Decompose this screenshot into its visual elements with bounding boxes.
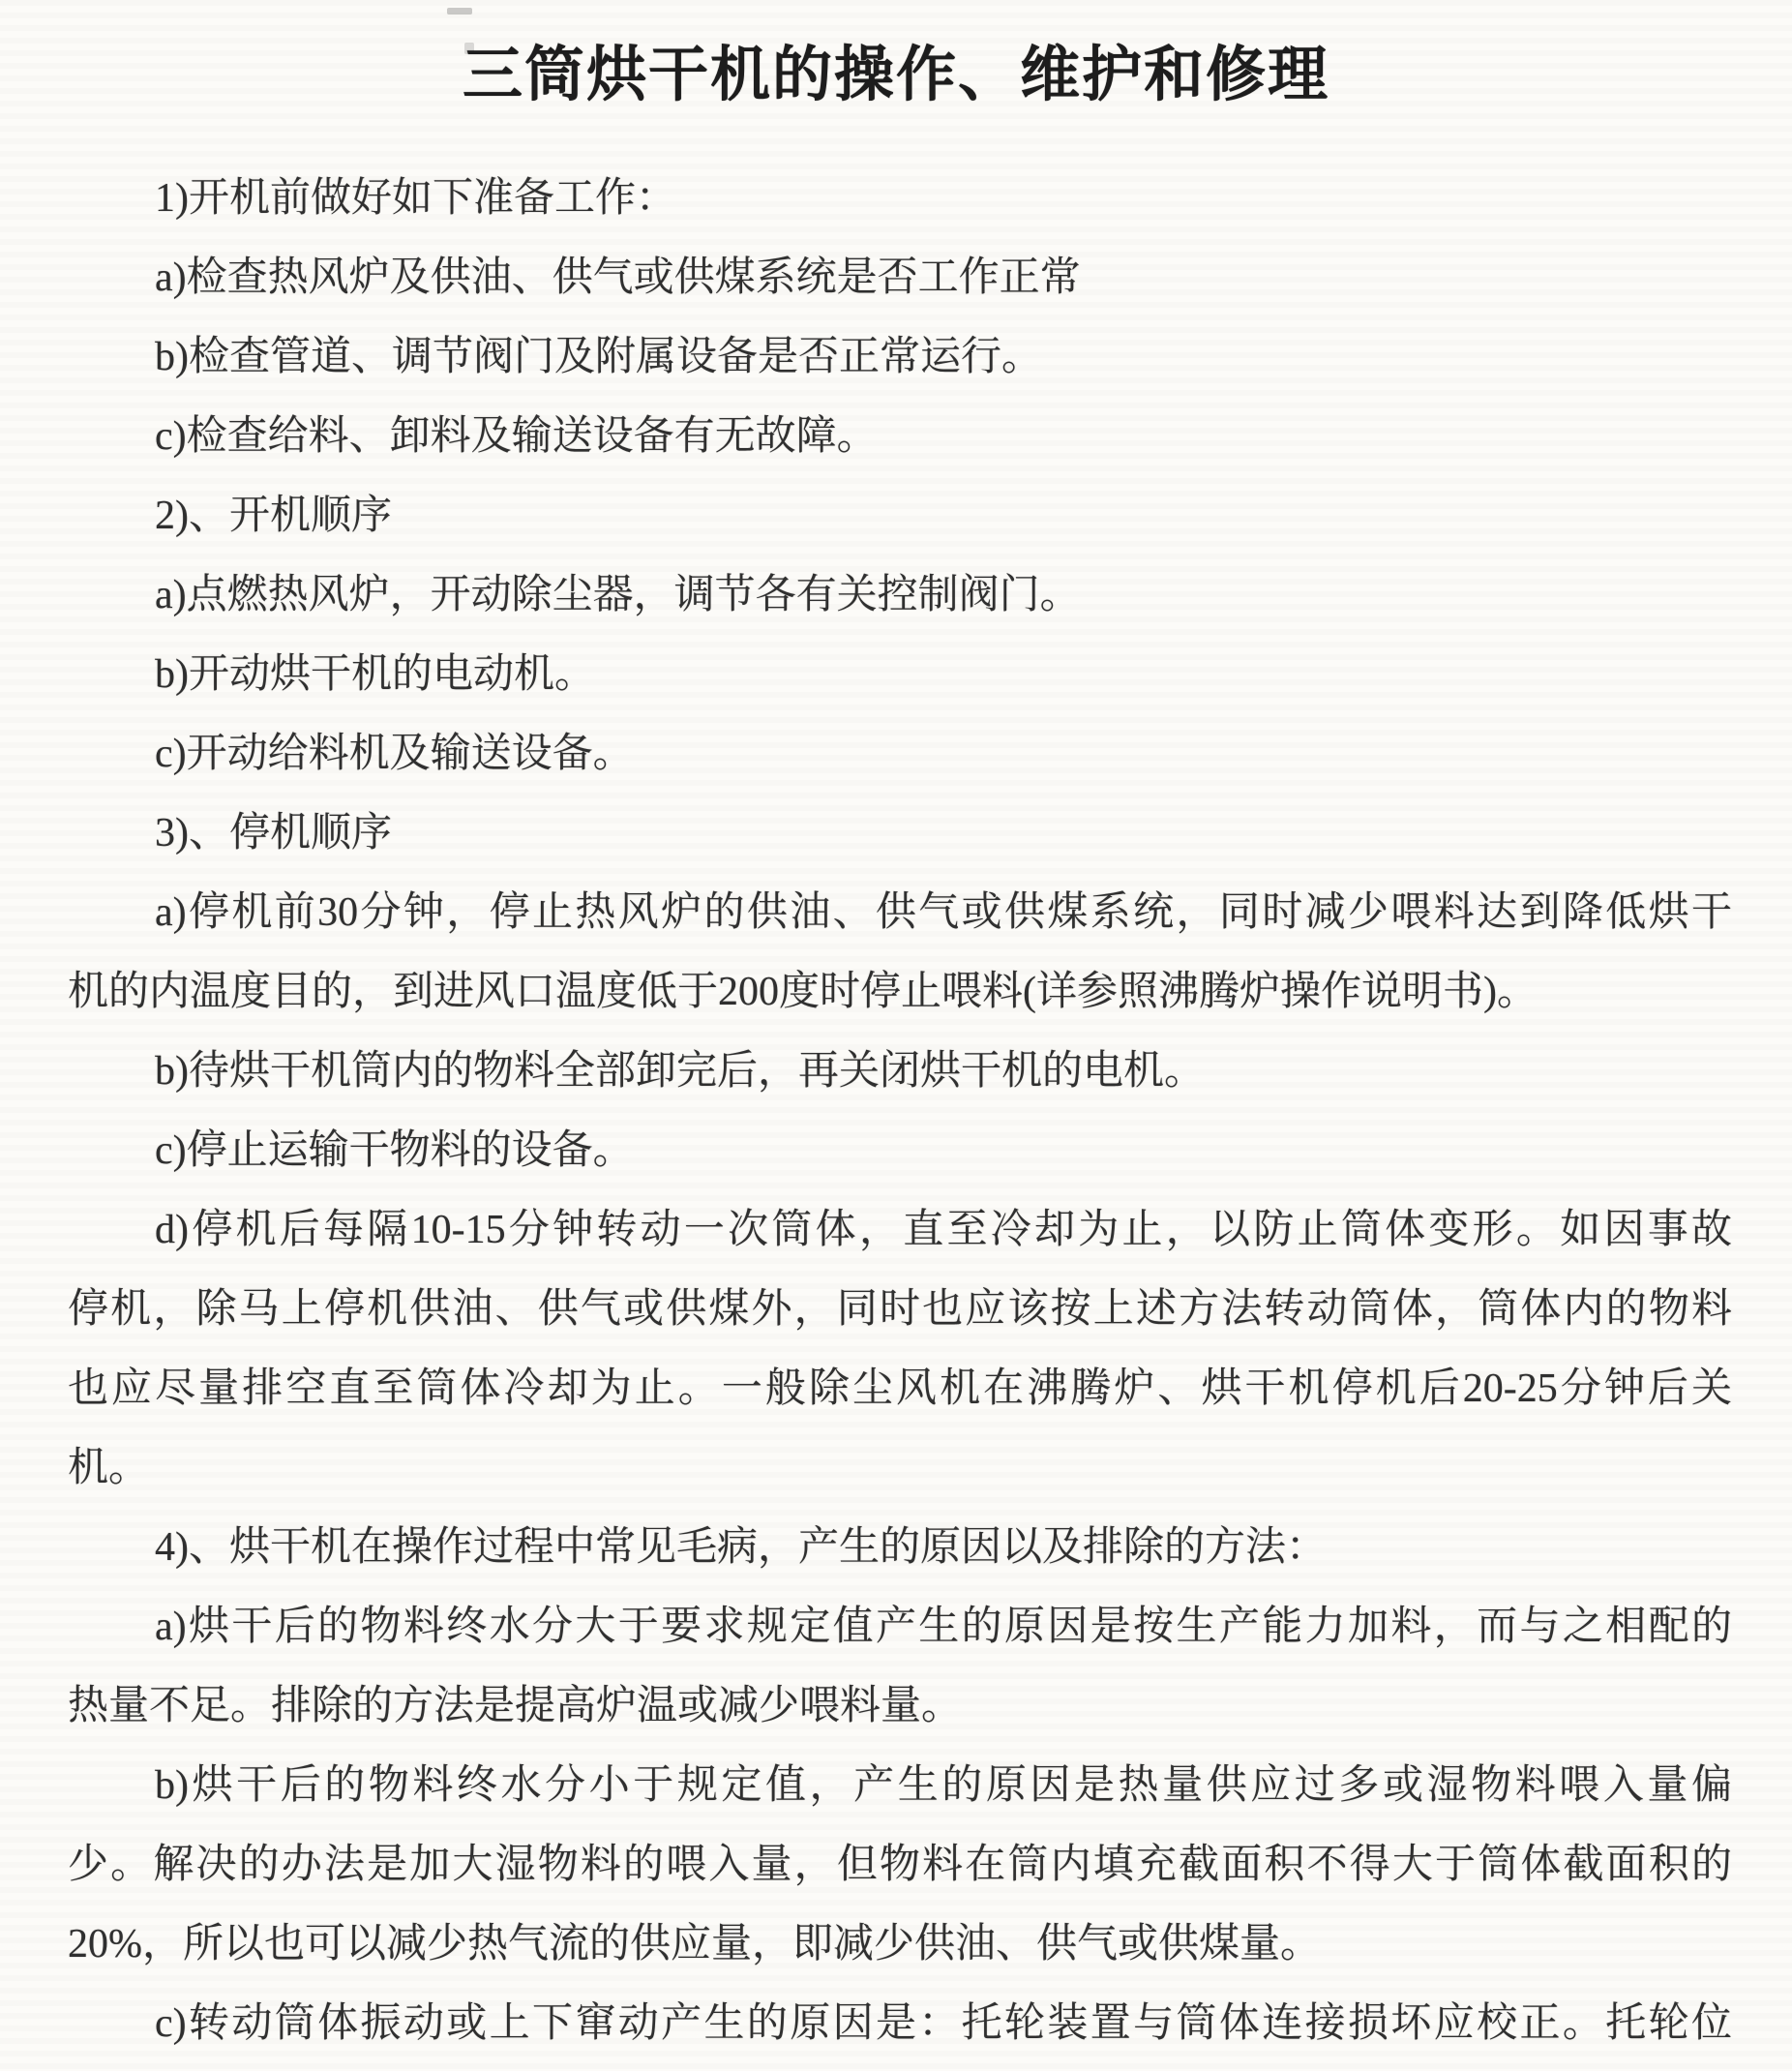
document-lines	[68, 159, 1732, 2063]
text-line: 3)、停机顺序	[155, 811, 392, 855]
scan-artifact	[447, 8, 472, 15]
text-line: a)烘干后的物料终水分大于要求规定值产生的原因是按生产能力加料，而与之相配的	[155, 1605, 1732, 1649]
text-line: b)检查管道、调节阀门及附属设备是否正常运行。	[155, 335, 1042, 379]
text-line: a)停机前30分钟，停止热风炉的供油、供气或供煤系统，同时减少喂料达到降低烘干	[155, 890, 1732, 935]
text-line: 少。解决的办法是加大湿物料的喂入量，但物料在筒内填充截面积不得大于筒体截面积的	[68, 1843, 1732, 1887]
text-line: 4)、烘干机在操作过程中常见毛病，产生的原因以及排除的方法：	[155, 1525, 1327, 1570]
text-line: c)转动筒体振动或上下窜动产生的原因是：托轮装置与筒体连接损坏应校正。托轮位	[155, 2001, 1732, 2046]
text-line: 20%，所以也可以减少热气流的供应量，即减少供油、供气或供煤量。	[68, 1922, 1321, 1966]
text-line: 2)、开机顺序	[155, 494, 392, 538]
text-line: 机的内温度目的，到进风口温度低于200度时停止喂料(详参照沸腾炉操作说明书)。	[68, 970, 1538, 1014]
text-line: c)停止运输干物料的设备。	[155, 1128, 634, 1173]
text-line: a)点燃热风炉，开动除尘器，调节各有关控制阀门。	[155, 573, 1081, 617]
text-line: 机。	[68, 1446, 150, 1490]
text-line: 1)开机前做好如下准备工作：	[155, 176, 676, 221]
text-line: a)检查热风炉及供油、供气或供煤系统是否工作正常	[155, 255, 1081, 300]
document-title: 三筒烘干机的操作、维护和修理	[462, 43, 1329, 108]
text-line: b)开动烘干机的电动机。	[155, 652, 595, 697]
text-line: 停机，除马上停机供油、供气或供煤外，同时也应该按上述方法转动筒体，筒体内的物料	[68, 1287, 1732, 1332]
text-line: b)待烘干机筒内的物料全部卸完后，再关闭烘干机的电机。	[155, 1049, 1205, 1094]
text-line: d)停机后每隔10-15分钟转动一次筒体，直至冷却为止，以防止筒体变形。如因事故	[155, 1208, 1732, 1252]
text-line: c)检查给料、卸料及输送设备有无故障。	[155, 414, 878, 459]
text-line: 也应尽量排空直至筒体冷却为止。一般除尘风机在沸腾炉、烘干机停机后20-25分钟后关	[68, 1366, 1732, 1411]
text-line: 热量不足。排除的方法是提高炉温或减少喂料量。	[68, 1684, 963, 1728]
text-line: c)开动给料机及输送设备。	[155, 732, 634, 776]
text-line: b)烘干后的物料终水分小于规定值，产生的原因是热量供应过多或湿物料喂入量偏	[155, 1763, 1732, 1808]
